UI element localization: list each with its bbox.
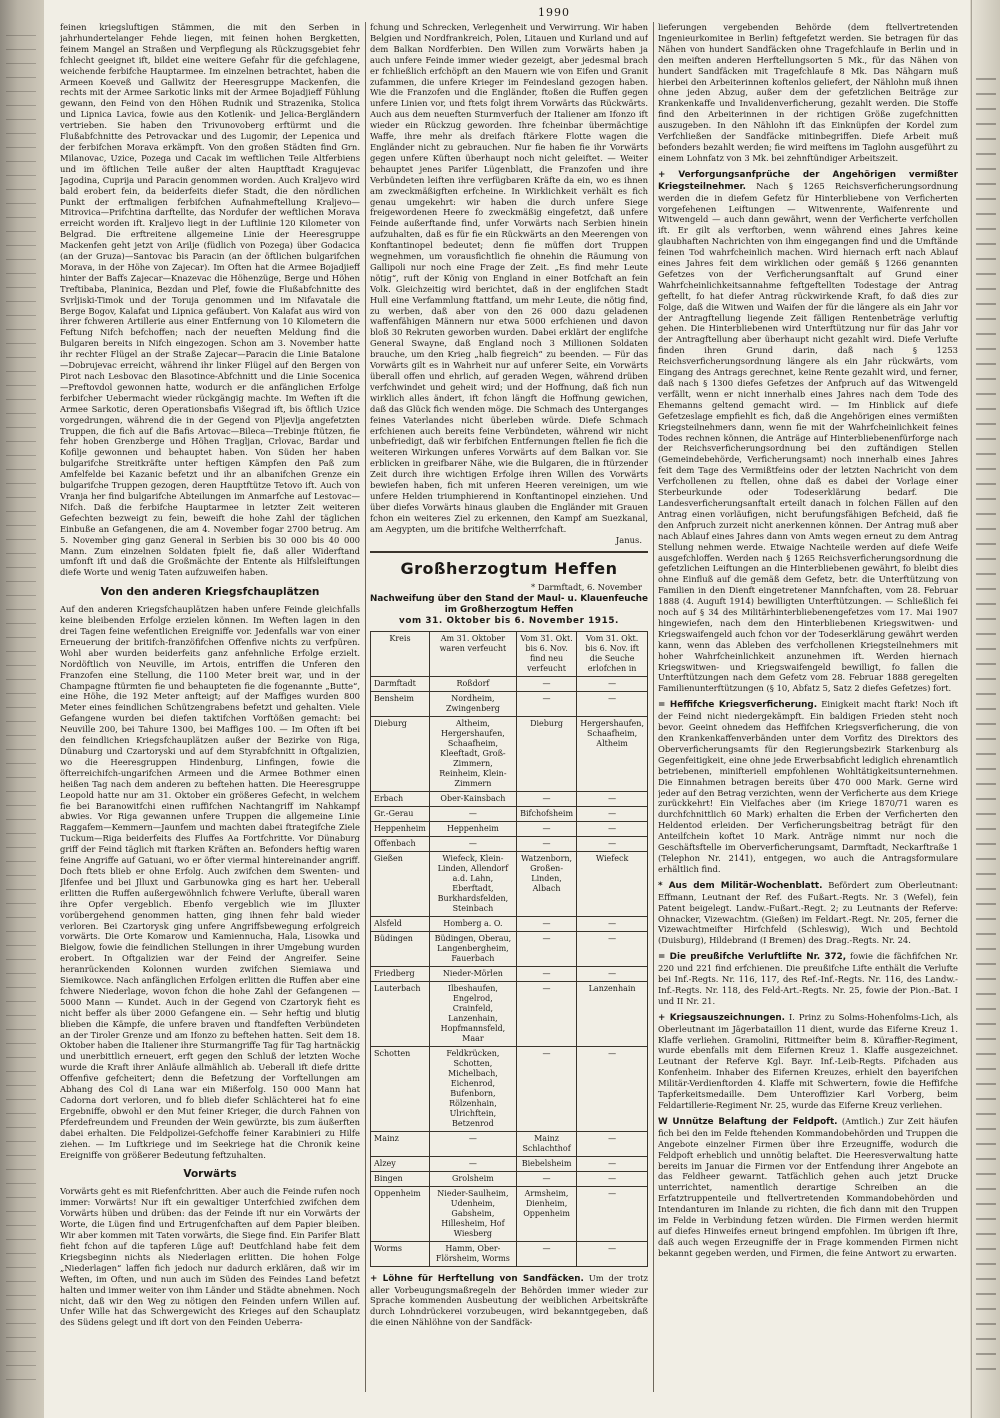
cell-erloschen: — [577,791,648,806]
header-erloschen: Vom 31. Okt. bis 6. Nov. ift die Seuche erlofchen in [577,631,648,676]
cell-kreis: Worms [371,1241,430,1266]
cell-am31: Ober-Kainsbach [429,791,516,806]
vorwaerts-continued-paragraph: fchung und Schrecken, Verlegenheit und Verwirrung. Wir haben Belgien und Nordfrankreich, Polen, Litauen und Kurland und auf dem Balkan Nordferbien. Den Willen zum Vorwärts haben ja auch unfere Feinde immer wieder gezeigt, aber jedesmal brach er fchließlich erfchöpft an den Mauern wie von Eifen und Granit zufammen, die unfere Krieger im Feindesland gezogen haben. Wie die Franzofen und die Engländer, ftoßen die Ruffen gegen unfere Linien vor, und ftets folgt ihrem Vorwärts das Rückwärts. Auch aus dem neueften Sturmverfuch der Italiener am Ifonzo ift wieder ein Rückzug geworden. Ihre fcheinbar übermächtige Waffe, ihre mehr als dreifach ftärkere Flotte wagen die Engländer nicht zu gebrauchen. Nur fie haben fie ihr Vorwärts gegen unfere Küften überhaupt noch nicht geleiftet. — Weiter behauptet jenes Parifer Lügenblatt, die Franzofen und ihre Verbündeten leiften ihre verfügbaren Kräfte da ein, wo es ihnen am zweckmäßigften erfcheine. In Wirklichkeit verhält es fich genau umgekehrt: wir haben die durch unfere Siege freigewordenen Heere fo zweckmäßig eingefetzt, daß unfere Feinde außerftande find, unfer Vorwärts nach Serbien hinein aufzuhalten, daß es für fie ein Rückwärts an den Meerengen von Konftantinopel bedeutet; denn fie müffen dort Truppen wegnehmen, um vorausfichtlich fie ohnehin die Räumung von Gallipoli nur noch eine Frage der Zeit. „Es find mehr Leute nötig“, ruft der König von England in einer Botfchaft an fein Volk. Gleichzeitig wird berichtet, daß in der englifchen Stadt Hull eine Verfammlung ftattfand, um mehr Leute, die nötig find, zu werben, daß aber von den 26 000 dazu geladenen waffenfähigen Männern nur etwa 5000 erfchienen und davon bloß 30 Rekruten geworben wurden. Dabei erklärt der englifche General Swayne, daß England noch 3 Millionen Soldaten brauche, um den Krieg „halb fiegreich“ zu beenden. — Für das Vorwärts gilt es in Wahrheit nur auf unferer Seite, ein Vorwärts überall offen und ehrlich, auf geraden Wegen, während drüben verfchwindet und geheit wird; und der Hoffnung, daß fich nun wirklich alles ändert, ift fchon längft die Hoffnung gewichen, daß das Glück fich wenden möge. Die Schmach des Unterganges feines Vaterlandes nicht überleben würde. Diefe Schmach erfchienen auch bereits feine Verbündeten, während wir nicht unbefriedigt, daß wir ferbifchen Entfernungen ftellen fie fich die weiteren Wirkungen unferes Vorwärts auf dem Balkan vor. Sie erblicken in greifbarer Nähe, wie die Bulgaren, die in ftürzender Zeit durch ihre wichtigen Erfolge ihren Willen des Vorwärts bewiefen haben, fich mit unferen Heeren vereinigen, um wie unfere Helden triumphierend in Konftantinopel einziehen. Und über diefes Vorwärts hinaus glauben die Engländer mit Grauen fchon ein weiteres Ziel zu erkennen, den Kampf am Suezkanal, am Aegypten, um die britifche Weltherrfchaft. [370,22,648,534]
sandsack-continued-paragraph: lieferungen vergebenden Behörde (dem ftellvertretenden Ingenieurkomitee in Berlin) feftgefetzt werden. Sie betragen für das Nähen von hundert Sandfäcken ohne Tragefchlaufe in Berlin und in den meiften anderen Herftellungsorten 5 Mk., für das Nähen von hundert Sandfäcken mit Tragefchlaufe 8 Mk. Das Nähgarn muß hierbei den Arbeiterinnen koftenlos geliefert, der Nählohn muß ihnen ohne jeden Abzug, außer dem der gefetzlichen Beiträge zur Krankenkaffe und Invalidenverficherung, gezahlt werden. Die Stoffe find den Arbeiterinnen in der richtigen Größe zugefchnitten auszugeben. In den Nählohn ift das Einknüpfen der Kordel zum Verfchließen der Sandfäcke mitinbegriffen. Diefe Arbeit muß befonders bezahlt werden; fie wird meiftens im Taglohn ausgeführt zu einem Lohnfatz von 3 Mk. bei zehnftündiger Arbeitszeit. [658,22,958,163]
cell-neu: — [516,691,576,716]
section-divider [370,551,648,553]
cell-kreis: Bensheim [371,691,430,716]
column-right [658,22,958,1402]
versorgung-paragraph [658,169,958,695]
cell-erloschen: — [577,1241,648,1266]
cell-neu: Mainz Schlachthof [516,1131,576,1156]
next-page-text [976,70,996,1370]
cell-kreis: Darmftadt [371,676,430,691]
section-heading-hessen: Großherzogtum Heffen [400,558,618,578]
serbian-front-paragraph: feinen kriegsluftigen Stämmen, die mit den Serben in jahrhundertelanger Fehde liegen, mit feinen hohen Bergketten, feinem Mangel an Straßen und Verpflegung als Rückzugsgebiet fehr fchlecht geeignet ift, bildet eine weitere Gefahr für die gefchlagene, weichende ferbifche Hauptarmee. Im einzelnen betrachtet, haben die Armeen Koeveß und Gallwitz der Heeresgruppe Mackenfen, die rechts mit der Armee Sarkotic links mit der Armee Bojadjieff Fühlung gewann, den Feind von den Höhen Rudnik und Strazenika, Stolica und Lipnica Lavica, fowie aus den Kotlenik- und Jelica-Bergländern vertrieben. Sie haben den Trivunovoberg erftürmt und die Flußabfchnitte des Petrovackar und des Lugomir, der Lepenica und der ferbifchen Morava erkämpft. Von den großen Städten find Grn. Milanovac, Uzice, Pozega und Cacak im weftlichen Teile Altferbiens und im öftlichen Teile außer der alten Hauptftadt Kragujevac Jagodina, Cuprija und Paracin genommen worden. Auch Kraljevo wird bald erobert fein, da beiderfeits diefer Stadt, die den nördlichen Punkt der erftmaligen ferbifchen Aufnahmeftellung Kraljevo—Mitrovica—Prifchtina darftellte, das Nordufer der weftlichen Morava erreicht worden ift. Kraljevo liegt in der Luftlinie 120 Kilometer von Belgrad. Die erftreitene allgemeine Linie der Heeresgruppe Mackenfen geht jetzt von Arilje (füdlich von Pozega) über Godacica (an der Gruza)—Santovac bis Paracin (an der öftlichen bulgarifchen Morava, in der Höhe von Zajecar). Im Often hat die Armee Bojadjieff hinter der Baffs Zajecar—Knazevac die Höhenzüge, Berge und Höhen Treftibaba, Planinica, Bezdan und Plef, fowie die Flußabfchnitte des Svrljiski-Timok und der Toruja genommen und im Nifavatale die Berge Bogov, Kalafat und Lipnica gefäubert. Von Kalafat aus wird von ihrer fchweren Artillerie aus einer Entfernung von 10 Kilometern die Feftung Nifch befchoffen; nach der neueften Meldung find die Bulgaren bereits in Nifch eingezogen. Schon am 3. November hatte ihr rechter Flügel an der Straße Zajecar—Paracin die Linie Batalone—Dobrujevac erreicht, während ihr linker Flügel auf den Bergen von Pirot nach Lesbovac den Blasotince-Abfchnitt und die Linie Socenica—Preftovdol gewonnen hatte, wodurch er die anfänglichen Erfolge ferbifcher Uebermacht wieder rückgängig machte. Im Weften ift die Armee Sarkotic, deren Operationsbafis Višegrad ift, bis öftlich Uzice vorgedrungen, während die in der Gegend von Pljevlja angefetzten Truppen, die fich auf die Bafis Artovac—Bileca—Trebinje ftützen, fie fehr hoben Grenzberge und Höhen Tragljan, Crlovac, Bardar und Kofilje gewonnen und behauptet haben. Von Süden her haben bulgarifche Streitkräfte unter heftigen Kämpfen den Paß zum Amfelfelde bei Kazanic befetzt und ihr an albanifchen Grenze ein bulgarifche Truppen gezogen, deren Hauptftütze Tetovo ift. Auch von Vranja her find bulgarifche Abteilungen im Anmarfche auf Lestovac—Nifch. Daß die ferbifche Hauptarmee in letzter Zeit weiteren Gefechten bezweigt zu fein, beweift die hohe Zahl der täglichen Einbuße an Gefangenen, die am 4. November fogar 2700 betrug. Am 5. November ging ganz General in Serbien bis 30 000 bis 40 000 Mann. Zum einzelnen Soldaten fpielt fie, daß aller Widerftand umfonft ift und daß die Großmächte der Entente als Hilfsleiftungen diefe Worte und wenig Taten aufzuweifen haben. [60,22,360,578]
militaer-wochenblatt-text: Befördert zum Oberleutnant: Effmann, Leutnant der Ref. des Fußart.-Regts. Nr. 3 (Wefel), fein Patent beigelegt. Landw.-Fußart.-Regt. 2; zu Leutnants der Referve: Ohnacker, Vizewachtm. (Gießen) im Feldart.-Regt. Nr. 205, ferner die Vizewachtmeifter Hirfchfeld (Schleswig), Wich und Bechtold (Duisburg), Hildebrand (I Bremen) des Drag.-Regts. Nr. 24. [658,879,958,946]
table-row [371,821,648,836]
cell-am31: Nieder-Saulheim, Udenheim, Gabsheim, Hillesheim, Hof Wiesberg [429,1186,516,1241]
cell-neu: Biebelsheim [516,1156,576,1171]
cell-am31: — [429,1131,516,1156]
cell-kreis: Gr.-Gerau [371,806,430,821]
militaer-wochenblatt-heading: * Aus dem Militär-Wochenblatt. [658,880,823,891]
table-row [371,981,648,1046]
verlustliste-paragraph [658,951,958,1007]
cell-am31: Feldkrücken, Schotten, Michelbach, Eichenrod, Bufenborn, Rölzenhain, Ulrichftein, Betzenrod [429,1046,516,1131]
cell-erloschen: — [577,966,648,981]
auszeichnungen-heading: + Kriegsauszeichnungen. [658,1012,786,1023]
section-heading-vorwaerts: Vorwärts [183,1168,237,1181]
table-row [371,916,648,931]
table-row [371,691,648,716]
cell-neu: — [516,676,576,691]
sandsack-paragraph [370,1273,648,1329]
cell-neu: — [516,1171,576,1186]
cell-am31: Roßdorf [429,676,516,691]
header-kreis: Kreis [371,631,430,676]
auszeichnungen-paragraph [658,1012,958,1111]
versorgung-heading: + Verforgungsanfprüche der Angehörigen vermißter Kriegsteilnehmer. [658,169,958,192]
cell-neu: — [516,966,576,981]
header-neu: Vom 31. Okt. bis 6. Nov. find neu verfeucht [516,631,576,676]
cell-am31: — [429,1156,516,1171]
cell-kreis: Dieburg [371,716,430,791]
newspaper-page [44,0,970,1418]
cell-erloschen: — [577,1186,648,1241]
cell-neu: — [516,981,576,1046]
column-middle [370,22,648,1402]
cell-erloschen: — [577,1046,648,1131]
cell-kreis: Alzey [371,1156,430,1171]
table-row [371,1241,648,1266]
section-heading-other-fronts: Von den anderen Kriegsfchauplätzen [100,586,320,599]
table-row [371,716,648,791]
cell-kreis: Heppenheim [371,821,430,836]
sandsack-heading: + Löhne für Herftellung von Sandfäcken. [370,1273,584,1284]
cell-am31: Altheim, Hergershaufen, Schaafheim, Kleeftadt, Groß-Zimmern, Reinheim, Klein-Zimmern [429,716,516,791]
feldpost-paragraph [658,1116,958,1259]
cell-erloschen: — [577,806,648,821]
sandsack-text: Um der trotz aller Vorbeugungsmaßregeln der Behörden immer wieder zur Sprache kommenden Ausbeutung der weiblichen Arbeitskräfte durch Lohndrückerei vorzubeugen, wird bekanntgegeben, daß die einen Nählöhne von der Sandfäck- [370,1272,648,1328]
cell-am31: Wiefeck, Klein-Linden, Allendorf a.d. Lahn, Eberftadt, Burkhardsfelden, Steinbach [429,851,516,916]
cell-neu: — [516,821,576,836]
cell-erloschen: — [577,821,648,836]
cell-kreis: Mainz [371,1131,430,1156]
disease-table [370,631,648,1267]
column-rule-2 [653,22,654,1392]
versorgung-text: Nach § 1265 Reichsverficherungsordnung werden die in diefem Gefetz für Hinterbliebene von Verficherten vorgefehenen Leiftungen — Witwenrente, Waifenrente und Witwengeld — auch dann gewährt, wenn der Verficherte verfchollen ift. Er gilt als verftorben, wenn während eines Jahres keine glaubhaften Nachrichten von ihm eingegangen find und die Umftände feinen Tod wahrfcheinlich machen. Wird hiernach erft nach Ablauf eines Jahres feit dem wirklichen oder gemäß § 1266 genannten Gefetzes von der Verficherungsanftalt auf Grund einer Wahrfcheinlichkeitsannahme feftgeftellten Todestage der Antrag geftellt, fo hat diefer Antrag rückwirkende Kraft, fo daß dies zur Folge, daß die Witwen und Waifen der für die längere als ein Jahr vor der Antragftellung liegende Zeit fälligen Rentenbeträge verluftig gehen. Die Hinterbliebenen wird Unterftützung nur für das Jahr vor der Antragftellung aber überhaupt nicht gezahlt wird. Diefe Verlufte finden ihren Grund darin, daß nach § 1253 Reichsverficherungsordnung längere als ein Jahr rückwärts, vom Eingang des Antrags gerechnet, keine Rente gezahlt wird, und ferner, daß nach § 1300 diefes Gefetzes der Anfpruch auf das Witwengeld verfällt, wenn er nicht innerhalb eines Jahres nach dem Tode des Ehemanns geltend gemacht wird. — Im Hinblick auf diefe Gefetzeslage empfiehlt es fich, daß die Angehörigen eines vermißten Kriegsteilnehmers dann, wenn fie mit der Wahrfcheinlichkeit feines Todes rechnen können, die Anträge auf Hinterbliebenenfürforge nach der Reichsverficherungsordnung bei den zuftändigen Stellen (Gemeindebehörde, Verficherungsamt) noch innerhalb eines Jahres feit dem Tage des Vermißtfeins oder der letzten Nachricht von dem Verfchollenen zu ftellen, ohne daß es dabei der Vorlage einer Sterbeurkunde oder Todeserklärung bedarf. Die Landesverficherungsanftalt erteilt danach in folchen Fällen auf den Antrag einen vorläufigen, nicht berufungsfähigen Befcheid, daß fie den Anfpruch zurzeit nicht anerkennen können. Der Antrag muß aber nach Ablauf eines Jahres dann von Amts wegen erneut zu dem Antrag Stellung nehmen werde. Etwaige Nachteile werden auf diefe Weife ausgefchloffen. Werden nach § 1265 Reichsverficherungsordnung die gefetzlichen Leiftungen an die Hinterbliebenen gewährt, fo bleibt dies ohne Einfluß auf die gemäß dem Gefetz, betr. die Unterftützung von Familien in den Dienft eingetretener Mannfchaften, vom 28. Februar 1888 (4. Auguft 1914) bewilligten Unterftützungen. — Schließlich fei noch auf § 34 des Militärhinterbliebenengefetzes vom 17. Mai 1907 hingewiefen, nach dem den Hinterbliebenen Kriegswitwen- und Kriegswaifengeld auch fchon vor der Todeserklärung gewährt werden kann, wenn das Ableben des verfchollenen Kriegsteilnehmers mit hoher Wahrfcheinlichkeit anzunehmen ift. Werden hiernach Kriegswitwen- und Kriegswaifengeld bewilligt, fo fallen die Unterftützungen nach dem Gefetz vom 28. Februar 1888 geregelten Familienunterftützungen (§ 10, Abfatz 5, Satz 2 diefes Gefetzes) fort. [658,180,958,694]
other-fronts-paragraph: Auf den anderen Kriegsfchauplätzen haben unfere Feinde gleichfalls keine bleibenden Erfolge erzielen können. Im Weften lagen in den drei Tagen feine wefentlichen Ereigniffe vor. Jedenfalls war von einer Erneuerung der britifch-franzöfifchen Offenfive nichts zu verfpüren. Wohl aber wurden beiderfeits ganz anfehnliche Erfolge erzielt. Nordöftlich von Neuville, im Artois, entriffen die Unferen den Franzofen eine Stellung, die 1100 Meter breit war, und in der Champagne ftürmten fie und behaupteten fie die fogenannte „Butte“, eine Höhe, die 192 Meter anfteigt; auf der Maffiges wurden 800 Meter eines feindlichen Schützengrabens befetzt und gehalten. Viele Gefangene wurden bei diefen taktifchen Vorftößen gemacht: bei Neuville 200, bei Tahure 1300, bei Maffiges 100. — Im Often ift bei den feindlichen Kriegsfchauplätzen außer der Bezirke von Riga, Dünaburg und Czartoryski und auf dem Styrabfchnitt in Oftgalizien, wo die Heeresgruppen Hindenburg, Linfingen, fowie die öfterreichifch-ungarifchen Armeen und die Armee Bothmer einen heißen Tag nach dem anderen zu beftehen hatten. Die Heeresgruppe Leopold hatte nur am 31. Oktober ein größeres Gefecht, in welchem fie bei Baranowitfchi einen ruffifchen Nachtangriff im Nahkampf abwies. Vor Riga gewannen unfere Truppen die allgemeine Linie Raggafem—Kemmern—Jaunfem und machten dabei ftrategifche Ziele Tuckum—Riga beiderfeits des Fluffes Aa Fortfchritte. Vor Dünaburg griff der Feind täglich mit ftarken Kräften an. Befonders heftig waren feine Angriffe auf Gatuani, wo er öfter viermal hintereinander angriff. Doch ftets blieb er ohne Erfolg. Auch zwifchen dem Swenten- und Jlfenfee und bei Jlluxt und Garbunowka ging es hart her. Ueberall erlitten die Ruffen außergewöhnlich fchwere Verlufte, überall waren ihre Opfer vergeblich. Ebenfo vergeblich wie im Jlluxter vorübergehend genommen hatten, ging ihnen fehr bald wieder verloren. Bei Czartorysk ging unfere Angriffsbewegung erfolgreich vorwärts. Die Orte Komarow und Kamiennucha, Hala, Lisowka und Bielgow, fowie die feindlichen Stellungen in ihrer Umgebung wurden erobert. In Oftgalizien war der Feind der Angreifer. Seine heranrückenden Kolonnen wurden zwifchen Siemiawa und Siemikowce. Nach anfänglichen Erfolgen erlitten die Ruffen aber eine fchwere Niederlage, wovon fchon die hohe Zahl der Gefangenen — 5000 Mann — Kundet. Auch in der Gegend von Czartoryk fieht es nicht beffer als über 2000 Gefangene ein. — Sehr heftig und blutig blieben die Kämpfe, die unfere braven und ftandfeften Verbündeten an der Tiroler Grenze und am Ifonzo zu beftehen hatten. Seit dem 18. Oktober haben die Italiener ihre Sturmangriffe Tag für Tag hartnäckig und unerbittlich erneuert, erft gegen den Schluß der letzten Woche wurde die Kraft ihrer Anläufe allmählich ab. Ueberall ift diefe dritte Offenfive gefcheitert; denn die Befetzung der Vorftellungen am Abhang des Col di Lana war ein Mißerfolg. 150 000 Mann hat Cadorna dort verloren, und fo blieb diefer Schlächterei hat fo eine Ergebniffe, obwohl er den Mut feiner Krieger, die durch Fahnen von Pferdefreundem und Freunden der Wein gewürzte, bis zum äußerften dabei erhalten. Die Feldpolizei-Gefchoffe feiner Karabinieri zu Hilfe ziehen. — Im Luftkriege und im Seekriege hat die Chronik keine Ereigniffe von größerer Bedeutung feftzuhalten. [60,604,360,1160]
cell-neu: — [516,836,576,851]
article-signature: Janus. [615,534,642,545]
cell-am31: Büdingen, Oberau, Langenbergheim, Fauerbach [429,931,516,966]
kriegsversicherung-heading: = Heffifche Kriegsverficherung. [658,700,818,711]
cell-kreis: Alsfeld [371,916,430,931]
feldpost-heading: W Unnütze Belaftung der Feldpoft. [658,1116,838,1127]
cell-neu: Dieburg [516,716,576,791]
verlustliste-heading: = Die preußifche Verluftlifte Nr. 372, [658,952,847,963]
vorwaerts-paragraph: Vorwärts geht es mit Riefenfchritten. Aber auch die Feinde rufen noch immer: Vorwärts! Nur ift ein gewaltiger Unterfchied zwifchen dem Vorwärts hüben und drüben: das der Feinde ift nur ein Vorwärts der Worte, die Lügen find und Ertrugenfchaften auf dem Papier bleiben. Wir aber kommen mit Taten vorwärts, die Siege find. Ein Parifer Blatt fieht fchon auf die tapferen Lüge auf! Deutfchland habe feit dem Kriegsbeginn nichts als Niederlagen erlitten. Die hohen Folge „Niederlagen“ laffen fich jedoch nur dadurch erklären, daß wir im Weften, im Often, und nun auch im Süden des Feindes Land befetzt halten und immer weiter von ihm Länder und Städte abnehmen. Noch nicht, daß wir den Weg zu nötigen den Feinden unfern Willen auf. Unfer Wille hat das Schwergewicht des Krieges auf den Schauplatz des Südens gelegt und ift dort von den Feinden Ueberra- [60,1186,360,1328]
table-row [371,1156,648,1171]
book-binding [0,0,44,1418]
cell-kreis: Erbach [371,791,430,806]
table-row [371,676,648,691]
table-row [371,806,648,821]
cell-am31: — [429,806,516,821]
cell-erloschen: — [577,1131,648,1156]
cell-am31: Ilbeshaufen, Engelrod, Crainfeld, Lanzenhain, Hopfmannsfeld, Maar [429,981,516,1046]
table-row [371,1186,648,1241]
cell-kreis: Büdingen [371,931,430,966]
kriegsversicherung-paragraph [658,699,958,875]
cell-kreis: Gießen [371,851,430,916]
adjacent-page-text [6,30,36,1380]
cell-erloschen: — [577,691,648,716]
cell-erloschen: — [577,836,648,851]
feldpost-text: (Amtlich.) Zur Zeit häufen fich bei den im Felde ftehenden Kommandobehörden und Truppen die Angebote einzelner Firmen über ihre Erzeugniffe, wodurch die Feldpoft erheblich und unnötig belaftet. Die Heeresverwaltung hatte bereits im Januar die Firmen vor der Entfendung ihrer Angebote an das Feldheer gewarnt. Tatfächlich gehen auch jetzt Drucke unterrichtet, namentlich derartige Schreiben an die Erfatztruppenteile und ftellvertretenden Kommandobehörden und Intendanturen im Inlande zu richten, die fich dann mit den Truppen im Felde in Verbindung fetzen würden. Die Firmen werden hiermit auf diefes Hinweifes erneut bringend empfohlen. Im übrigen ift Ihre, daß auch wegen Erzeugniffe der in Frage kommenden Firmen nicht bekannt gegeben werden, und Firmen, die feine Antwort zu erwarten. [658,1115,958,1258]
header-am31: Am 31. Oktober waren verfeucht [429,631,516,676]
table-row [371,836,648,851]
cell-am31: Homberg a. O. [429,916,516,931]
cell-neu: Armsheim, Dienheim, Oppenheim [516,1186,576,1241]
cell-neu: — [516,1241,576,1266]
cell-am31: Heppenheim [429,821,516,836]
militaer-wochenblatt-paragraph [658,880,958,946]
cell-neu: — [516,931,576,966]
verlustliste-text: fowie die fächfifchen Nr. 220 und 221 find erfchienen. Die preußifche Lifte enthält die Verlufte bei Inf.-Regts. Nr. 116, 117, des Ref.-Inf.-Regts. Nr. 116, des Landw.-Inf.-Regts. Nr. 118, des Feld-Art.-Regts. Nr. 25, fowie der Pion.-Bat. I und II Nr. 21. [658,951,958,1006]
cell-neu: Bifchofsheim [516,806,576,821]
cell-erloschen: Hergershaufen, Schaafheim, Altheim [577,716,648,791]
cell-am31: Hamm, Ober-Flörsheim, Worms [429,1241,516,1266]
table-row [371,966,648,981]
cell-erloschen: — [577,916,648,931]
table-title-2: im Großherzogtum Heffen [444,604,574,615]
cell-neu: — [516,916,576,931]
kriegsversicherung-text: Einigkeit macht ftark! Noch ift der Feind nicht niedergekämpft. Ein baldigen Frieden steht noch bevor. Geeint ohnedem das Heffifchen Kriegsverficherung, die von den Krankenkaffenverbänden unter dem Vorfitz des Direktors des Oberverficherungsamts für den Regierungsbezirk Starkenburg als Gegenfeitigkeit, eine ohne jede Erwerbsabficht lediglich ehrenamtlich betriebenen, minifteriell empfohlenen Wohltätigkeitsunternehmen. Die Einnahmen betragen bereits über 470 000 Mark. Gerne wird jeder auf den Betrag verzichten, wenn der Verficherte aus dem Kriege zurückkehrt! Ein Vielfaches aber (im Kriege 1870/71 waren es durchfchnittlich 60 Mark) erhalten die Erben der Verficherten den Heldentod erleiden. Der Verficherungsbeitrag beträgt für den Anteilfchein koftet 10 Mark. Anträge nimmt nur noch die Geschäftsftelle im Oberverficherungsamt, Darmftadt, Neckarftraße 1 (Telephon Nr. 2141), entgegen, wo auch die Antragsformulare erhältlich find. [658,699,958,874]
dateline: * Darmftadt, 6. November [531,581,642,592]
cell-erloschen: — [577,1156,648,1171]
cell-am31: — [429,836,516,851]
cell-neu: — [516,1046,576,1131]
cell-erloschen: — [577,676,648,691]
column-left [60,22,360,1402]
column-rule-1 [365,22,366,1392]
cell-erloschen: — [577,1171,648,1186]
cell-neu: Watzenborn, Großen-Linden, Albach [516,851,576,916]
table-header-row [371,631,648,676]
cell-am31: Nieder-Mörlen [429,966,516,981]
cell-erloschen: Wiefeck [577,851,648,916]
page-number: 1990 [538,6,570,19]
cell-am31: Nordheim, Zwingenberg [429,691,516,716]
table-row [371,791,648,806]
table-title-1: Nachweifung über den Stand der Maul- u. Klauenfeuche [370,593,648,604]
table-row [371,1171,648,1186]
auszeichnungen-text: I. Prinz zu Solms-Hohenfolms-Lich, als Oberleutnant im Jägerbataillon 11 dient, wurde das Eiferne Kreuz 1. Klaffe verliehen. Gramolini, Rittmeifter beim 8. Küraffier-Regiment, wurde ebenfalls mit dem Eifernen Kreuz 1. Klaffe ausgezeichnet. Leutnant der Referve Kgl. Bayr. Inf.-Leib-Regts. Pifchaden aus Konfenheim. Inhaber des Eifernen Kreuzes, erhielt den bayerifchen Militär-Verdienftorden 4. Klaffe mit Schwertern, fowie die Heffifche Tapferkeitsmedaille. Dem Unteroffizier Karl Vorberg, beim Feldartillerie-Regiment Nr. 25, wurde das Eiferne Kreuz verliehen. [658,1011,958,1110]
table-row [371,1131,648,1156]
cell-kreis: Oppenheim [371,1186,430,1241]
cell-am31: Grolsheim [429,1171,516,1186]
table-row [371,931,648,966]
cell-kreis: Lauterbach [371,981,430,1046]
table-title-3: vom 31. Oktober bis 6. November 1915. [399,615,619,626]
cell-kreis: Friedberg [371,966,430,981]
cell-kreis: Bingen [371,1171,430,1186]
cell-erloschen: — [577,931,648,966]
cell-kreis: Schotten [371,1046,430,1131]
table-row [371,1046,648,1131]
cell-neu: — [516,791,576,806]
cell-kreis: Offenbach [371,836,430,851]
next-page-edge [971,0,1000,1418]
table-body [371,676,648,1266]
cell-erloschen: Lanzenhain [577,981,648,1046]
table-row [371,851,648,916]
